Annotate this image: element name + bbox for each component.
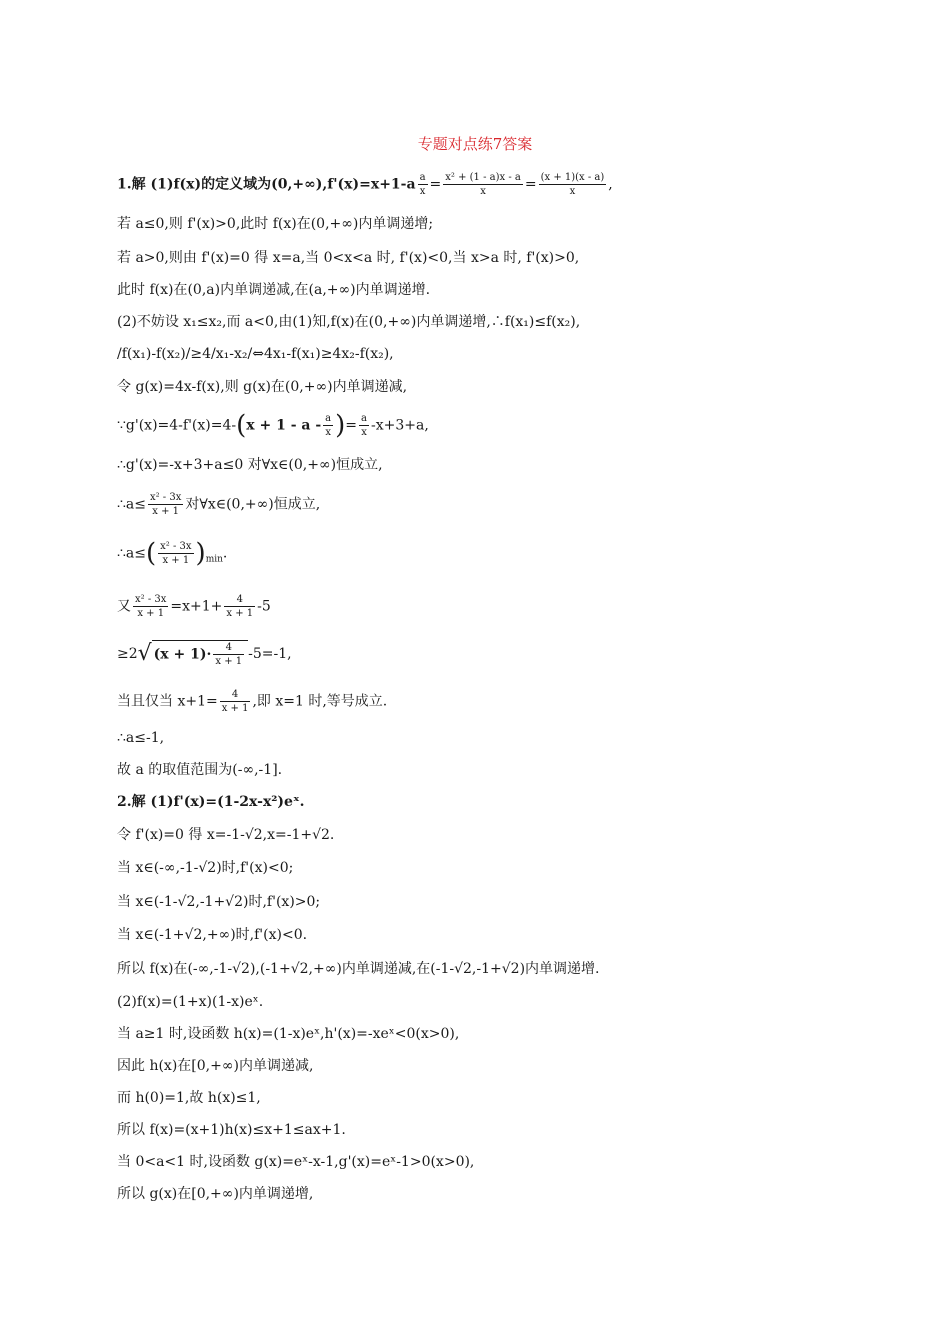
solution-2-line-6: 所以 f(x)在(-∞,-1-√2),(-1+√2,+∞)内单调递减,在(-1-√2,-1+√2)内单调递增. bbox=[117, 961, 600, 977]
line-text: 1.解 (1)f(x)的定义域为(0,+∞),f'(x)=x+1-a bbox=[117, 176, 416, 193]
solution-2-line-11: 所以 f(x)=(x+1)h(x)≤x+1≤ax+1. bbox=[117, 1122, 346, 1138]
solution-2-line-2: 令 f'(x)=0 得 x=-1-√2,x=-1+√2. bbox=[117, 827, 335, 843]
solution-2-line-4: 当 x∈(-1-√2,-1+√2)时,f'(x)>0; bbox=[117, 894, 321, 910]
solution-2-line-12: 当 0<a<1 时,设函数 g(x)=eˣ-x-1,g'(x)=eˣ-1>0(x>0), bbox=[117, 1154, 475, 1170]
solution-1-line-2: 若 a≤0,则 f'(x)>0,此时 f(x)在(0,+∞)内单调递增; bbox=[117, 216, 434, 232]
fraction: $\frac{a}{x}$ bbox=[325, 413, 332, 438]
solution-2-line-5: 当 x∈(-1+√2,+∞)时,f'(x)<0. bbox=[117, 927, 308, 943]
solution-1-line-1: 1.解 (1)f(x)的定义域为(0,+∞),f'(x)=x+1-a $\frac{a}{x}$ = $\frac{\text{x² + (1 - a)x - a}}{x}$ = $\frac{(x + 1)(x - a)}{x}$ , bbox=[117, 172, 613, 197]
solution-1-line-10: ∴a≤ $\frac{\text{x² - 3x}}{x + 1}$ 对∀x∈(0,+∞)恒成立, bbox=[117, 492, 321, 517]
solution-1-line-11: ∴a≤( $\frac{\text{x² - 3x}}{x + 1}$ )$_{min}$. bbox=[117, 538, 228, 569]
fraction: $\frac{a}{x}$ bbox=[361, 413, 367, 438]
page-title: 专题对点练7答案 bbox=[417, 135, 533, 153]
fraction: $\frac{\text{x² - 3x}}{x + 1}$ bbox=[135, 594, 167, 619]
solution-2-line-13: 所以 g(x)在[0,+∞)内单调递增, bbox=[117, 1186, 314, 1202]
solution-2-line-9: 因此 h(x)在[0,+∞)内单调递减, bbox=[117, 1058, 314, 1074]
fraction: $\frac{4}{x + 1}$ bbox=[221, 689, 249, 714]
solution-1-line-13: ≥2√ (x + 1)· $\frac{4}{x + 1}$ -5=-1, bbox=[117, 641, 292, 667]
fraction: $\frac{(x + 1)(x - a)}{x}$ bbox=[540, 172, 605, 197]
solution-1-line-5: (2)不妨设 x₁≤x₂,而 a<0,由(1)知,f(x)在(0,+∞)内单调递增,∴f(x₁)≤f(x₂), bbox=[117, 314, 581, 330]
solution-1-line-15: ∴a≤-1, bbox=[117, 730, 165, 746]
fraction: $\frac{\text{x² + (1 - a)x - a}}{x}$ bbox=[445, 172, 521, 197]
solution-1-line-9: ∴g'(x)=-x+3+a≤0 对∀x∈(0,+∞)恒成立, bbox=[117, 457, 383, 473]
solution-2-line-1: 2.解 (1)f'(x)=(1-2x-x²)eˣ. bbox=[117, 794, 305, 810]
fraction: $\frac{4}{x + 1}$ bbox=[226, 594, 254, 619]
solution-1-line-8: ∵g'(x)=4-f'(x)=4-(x + 1 - a - $\frac{a}{x}$ )= $\frac{a}{x}$ -x+3+a, bbox=[117, 410, 429, 441]
solution-1-line-3: 若 a>0,则由 f'(x)=0 得 x=a,当 0<x<a 时, f'(x)<0,当 x>a 时, f'(x)>0, bbox=[117, 250, 580, 266]
fraction: $\frac{\text{x² - 3x}}{x + 1}$ bbox=[160, 541, 192, 566]
solution-1-line-6: /f(x₁)-f(x₂)/≥4/x₁-x₂/⇔4x₁-f(x₁)≥4x₂-f(x₂), bbox=[117, 346, 394, 362]
solution-2-line-10: 而 h(0)=1,故 h(x)≤1, bbox=[117, 1090, 261, 1106]
solution-1-line-16: 故 a 的取值范围为(-∞,-1]. bbox=[117, 762, 283, 778]
fraction: $\frac{a}{x}$ bbox=[419, 172, 426, 197]
fraction: $\frac{\text{x² - 3x}}{x + 1}$ bbox=[149, 492, 182, 517]
solution-2-line-7: (2)f(x)=(1+x)(1-x)eˣ. bbox=[117, 994, 264, 1010]
solution-2-line-8: 当 a≥1 时,设函数 h(x)=(1-x)eˣ,h'(x)=-xeˣ<0(x>0), bbox=[117, 1026, 460, 1042]
solution-1-line-4: 此时 f(x)在(0,a)内单调递减,在(a,+∞)内单调递增. bbox=[117, 282, 431, 298]
solution-1-line-12: 又 $\frac{\text{x² - 3x}}{x + 1}$ =x+1+ $\frac{4}{x + 1}$ -5 bbox=[117, 594, 271, 619]
solution-1-line-14: 当且仅当 x+1= $\frac{4}{x + 1}$ ,即 x=1 时,等号成立. bbox=[117, 689, 388, 714]
solution-1-line-7: 令 g(x)=4x-f(x),则 g(x)在(0,+∞)内单调递减, bbox=[117, 379, 408, 395]
sqrt: √ (x + 1)· $\frac{4}{x + 1}$ bbox=[138, 640, 248, 668]
solution-2-line-3: 当 x∈(-∞,-1-√2)时,f'(x)<0; bbox=[117, 860, 294, 876]
